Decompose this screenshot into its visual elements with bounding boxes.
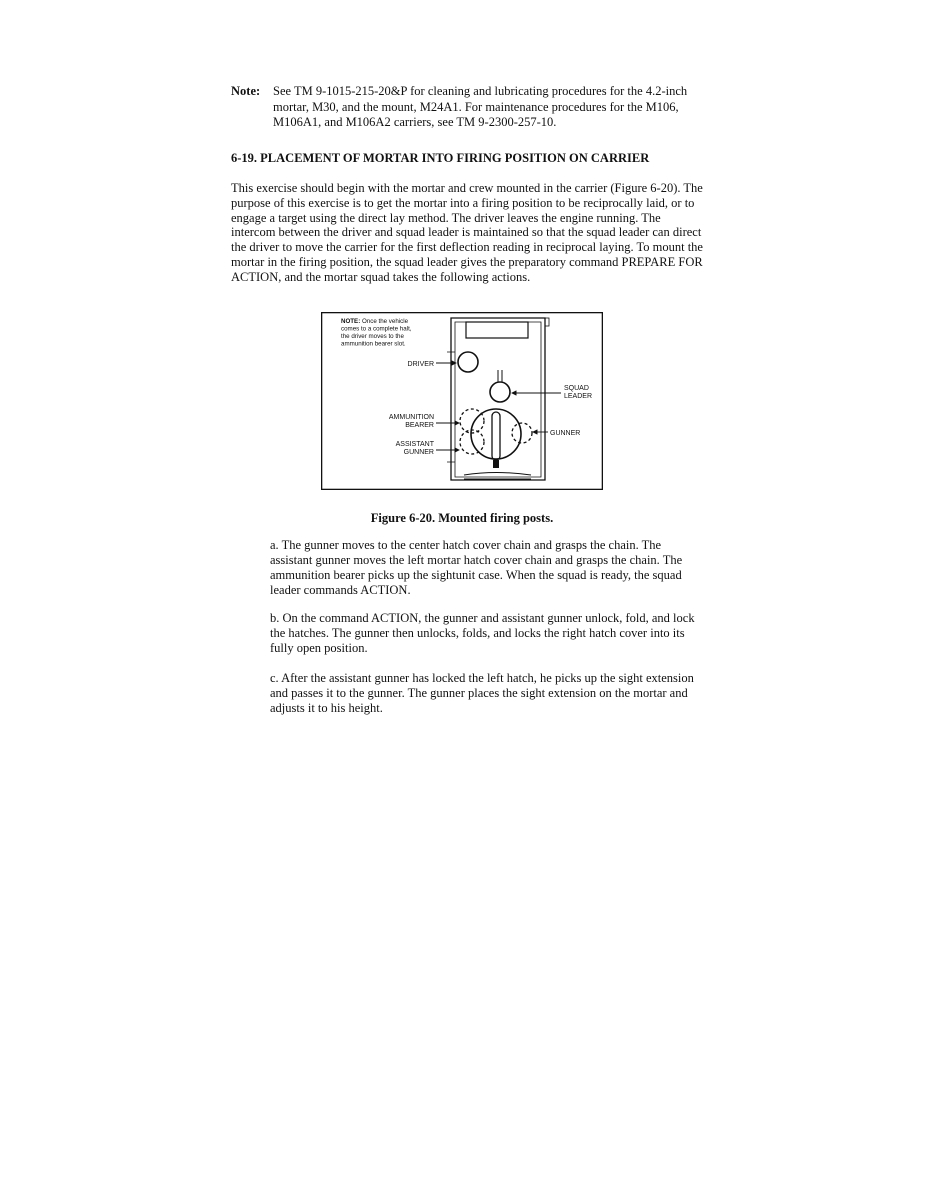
label-ammunition-line1: AMMUNITION <box>388 414 434 421</box>
paragraph-b: b. On the command ACTION, the gunner and assistant gunner unlock, fold, and lock the hatches. The gunner then unlocks, folds, and locks the right hatch cover into its fully open position. <box>270 611 695 655</box>
intro-paragraph: This exercise should begin with the mortar and crew mounted in the carrier (Figure 6-20). The purpose of this exercise is to get the mortar into a firing position to be reciprocally laid, or to engage a target using the direct lay method. The driver leaves the engine running. The intercom between the driver and squad leader is maintained so that the squad leader can direct the driver to move the carrier for the first deflection reading in reciprocal laying. To mount the mortar in the firing position, the squad leader gives the preparatory command PREPARE FOR ACTION, and the mortar squad takes the following actions. <box>231 181 703 284</box>
label-assistant-gunner-line2: GUNNER <box>403 449 434 456</box>
paragraph-a: a. The gunner moves to the center hatch cover chain and grasps the chain. The assistant gunner moves the left mortar hatch cover chain and grasps the chain. The ammunition bearer picks up the sightunit case. When the squad is ready, the squad leader commands ACTION. <box>270 538 683 597</box>
note-text: See TM 9-1015-215-20&P for cleaning and lubricating procedures for the 4.2-inch mortar, M30, and the mount, M24A1. For maintenance procedures for the M106, M106A1, and M106A2 carriers, see TM 9-2300-257-10. <box>273 84 688 129</box>
label-squad-leader-line2: LEADER <box>564 393 593 400</box>
figure-caption: Figure 6-20. Mounted firing posts. <box>370 511 554 525</box>
figure-note-line-3: the driver moves to the <box>341 333 404 340</box>
section-heading: 6-19. PLACEMENT OF MORTAR INTO FIRING POSITION ON CARRIER <box>231 151 650 165</box>
figure-note-line-4: ammunition bearer slot. <box>341 340 406 348</box>
figure-note-line-2: comes to a complete halt, <box>341 325 412 333</box>
figure-note-line-1: NOTE: Once the vehicle <box>341 318 409 325</box>
label-assistant-gunner-line1: ASSISTANT <box>395 441 434 448</box>
mortar-baseplate <box>493 460 499 468</box>
label-driver: DRIVER <box>407 361 434 368</box>
carrier-diagram <box>321 312 603 490</box>
label-ammunition-line2: BEARER <box>405 422 434 429</box>
label-gunner: GUNNER <box>550 430 581 437</box>
paragraph-c: c. After the assistant gunner has locked the left hatch, he picks up the sight extension and passes it to the gunner. The gunner places the sight extension on the mortar and adjusts it to his height. <box>270 671 694 715</box>
note-label: Note: <box>231 84 261 98</box>
label-squad-leader-line1: SQUAD <box>564 385 589 392</box>
figure-mounted-firing-posts <box>321 312 603 490</box>
